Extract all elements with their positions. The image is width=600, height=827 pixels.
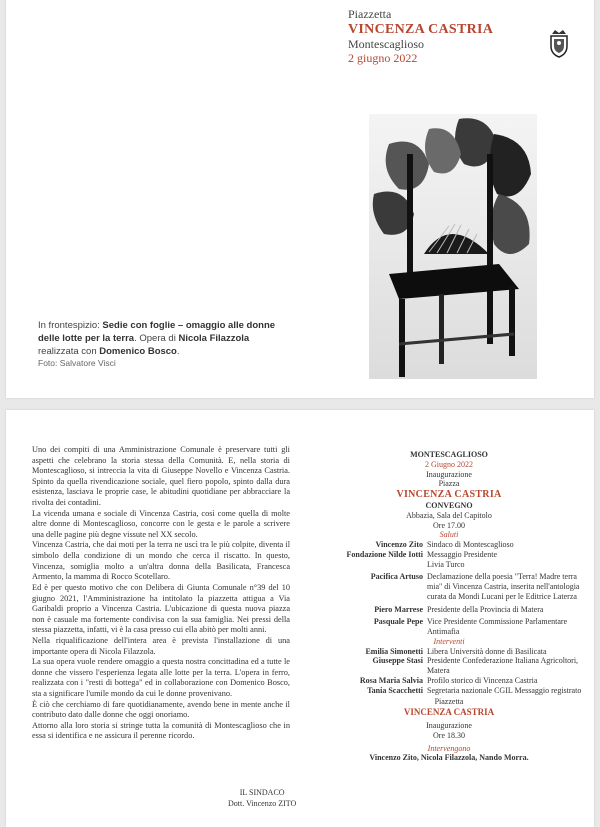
speaker-role: Presidente della Provincia di Matera: [427, 604, 544, 614]
section-saluti: Saluti: [439, 530, 459, 540]
letter-paragraph: Uno dei compiti di una Amministrazione Comunale è preservare tutti gli aspetti che celebrano la storia stessa della Comunità. E, nella storia di Montescaglioso, si intreccia la vita di Giuseppe Novello e Vincenza Castria. Spinto da quella rivendicazione sociale, quel fiero popolo, spinto dalla dura esistenza, lasciava le proprie case, le abitudini quotidiane per abbracciare la rivolta dei contadini.: [32, 445, 290, 508]
cover-header: [348, 8, 493, 65]
speaker-name: Emilia Simonetti: [365, 646, 423, 656]
mayor-signature: [228, 788, 296, 810]
cover-town: Montescaglioso: [348, 36, 424, 51]
cover-page: [6, 0, 594, 398]
speaker-name: Vincenzo Zito: [375, 540, 423, 550]
speaker-role: Presidente Confederazione Italiana Agricoltori, Matera: [427, 656, 579, 676]
program-piazzetta: Piazzetta: [434, 697, 464, 707]
section-interventi: Interventi: [433, 636, 465, 646]
caption-coauthor: Domenico Bosco: [99, 345, 177, 357]
photo-credit: Foto: Salvatore Visci: [38, 358, 116, 369]
letter-paragraph: La vicenda umana e sociale di Vincenza Castria, così come quella di molte altre donne di Montescaglioso, concorre con le gesta e le parole a scrivere una delle pagine più degne vissute nel XX secolo.: [32, 508, 290, 539]
event-program: [314, 450, 584, 763]
letter-paragraph: Attorno alla loro storia si stringe tutta la comunità di Montescaglioso che in essa si identifica e ne assicura il perenne ricordo.: [32, 720, 290, 741]
mayor-letter: [32, 445, 290, 742]
program-row: [314, 572, 584, 601]
program-name: VINCENZA CASTRIA: [396, 489, 502, 500]
program-name2: VINCENZA CASTRIA: [403, 707, 495, 718]
inner-page: [6, 410, 594, 827]
speaker-name: Pasquale Pepe: [373, 617, 423, 627]
speaker-role: Profilo storico di Vincenza Castria: [427, 675, 538, 685]
speaker-role: Declamazione della poesia "Terra! Madre terra mia" di Vincenza Castria, inserita nell'antologia curata da Mondi Lucani per le Editrice Laterza: [427, 572, 580, 601]
letter-paragraph: Ed è per questo motivo che con Delibera di Giunta Comunale n°39 del 10 giugno 2021, l'Amministrazione ha intitolato la piazzetta attigua a Via Garibaldi proprio a Vincenza Castria. L'ubicazione di questa nuova piazza non è casuale ma fortemente condivisa con la sua famiglia. Nei pressi della stessa piazzetta, infatti, vi è la casa presso cui ella abitò per molti anni.: [32, 582, 290, 635]
sculpture-photo: [369, 114, 537, 379]
chair-sculpture-image: [369, 114, 537, 379]
program-row: [314, 647, 584, 657]
section-intervengono: Intervengono: [427, 743, 471, 753]
program-row: [314, 676, 584, 686]
speaker-name: Tania Scacchetti: [367, 685, 423, 695]
program-row: [314, 656, 584, 676]
program-inaug2: Inaugurazione: [426, 721, 472, 731]
sign-role: IL SINDACO: [239, 788, 285, 797]
program-time2: Ore 18.30: [433, 730, 465, 740]
caption-end: .: [176, 345, 180, 357]
cover-title: VINCENZA CASTRIA: [348, 21, 494, 37]
caption-author: Nicola Filazzola: [178, 332, 250, 344]
caption-mid1: . Opera di: [134, 332, 179, 344]
program-row: [314, 617, 584, 637]
caption-mid2: realizzata con: [38, 345, 100, 357]
program-city: MONTESCAGLIOSO: [410, 450, 488, 459]
cover-caption: [38, 320, 288, 370]
program-speakers: Vincenzo Zito, Nicola Filazzola, Nando Morra.: [369, 753, 529, 763]
caption-prefix: In frontespizio:: [38, 320, 103, 331]
speaker-role: Libera Università donne di Basilicata: [427, 646, 547, 656]
letter-paragraph: È ciò che cerchiamo di fare quotidianamente, avendo bene in mente anche il contributo dato dalle donne che oggi onoriamo.: [32, 699, 290, 720]
municipal-crest-icon: [548, 28, 570, 58]
speaker-name: Giuseppe Stasi: [372, 656, 423, 666]
cover-date: 2 giugno 2022: [348, 50, 418, 65]
sign-name: Dott. Vincenzo ZITO: [228, 798, 297, 808]
speaker-role: Messaggio Presidente Livia Turco: [427, 549, 497, 569]
program-row: [314, 605, 584, 615]
speaker-role: Segretaria nazionale CGIL Messaggio registrato: [427, 685, 582, 695]
speaker-name: Fondazione Nilde Iotti: [346, 549, 423, 559]
program-convegno: CONVEGNO: [425, 501, 473, 511]
program-date: 2 Giugno 2022: [425, 459, 473, 469]
program-row: [314, 550, 584, 570]
program-row: [314, 540, 584, 550]
program-piazza: Piazza: [438, 479, 460, 489]
program-row: [314, 686, 584, 696]
speaker-role: Vice Presidente Commissione Parlamentare Antimafia: [427, 617, 568, 637]
cover-line1: Piazzetta: [348, 7, 392, 21]
program-place: Abbazia, Sala del Capitolo: [406, 510, 492, 520]
letter-paragraph: Nella riqualificazione dell'intera area è prevista l'installazione di una importante opera di Nicola Filazzola.: [32, 635, 290, 656]
letter-paragraph: Vincenza Castria, che dai moti per la terra ne uscì tra le più colpite, diventa il simbolo della condizione di un mondo che cerca il riscatto. In questo, Vincenza, somiglia molto a un'altra donna della Basilicata, Francesca Armento, la mamma di Rocco Scotellaro.: [32, 540, 290, 582]
speaker-name: Rosa Maria Salvia: [359, 675, 423, 685]
letter-paragraph: La sua opera vuole rendere omaggio a questa nostra concittadina ed a tutte le donne che vissero l'esperienza legata alle lotte per la terra. L'opera in ferro, realizzata con i "resti di bottega" ed in collaborazione con Domenico Bosco, sta a significare l'umile mondo da cui le donne provenivano.: [32, 657, 290, 699]
caption-artwork-title: Sedie con foglie – omaggio alle donne delle lotte per la terra: [38, 320, 276, 344]
speaker-name: Piero Marrese: [374, 604, 423, 614]
program-inaug: Inaugurazione: [426, 469, 472, 479]
speaker-role: Sindaco di Montescaglioso: [427, 540, 514, 550]
speaker-name: Pacifica Artuso: [370, 572, 423, 582]
program-time: Ore 17.00: [433, 520, 465, 530]
